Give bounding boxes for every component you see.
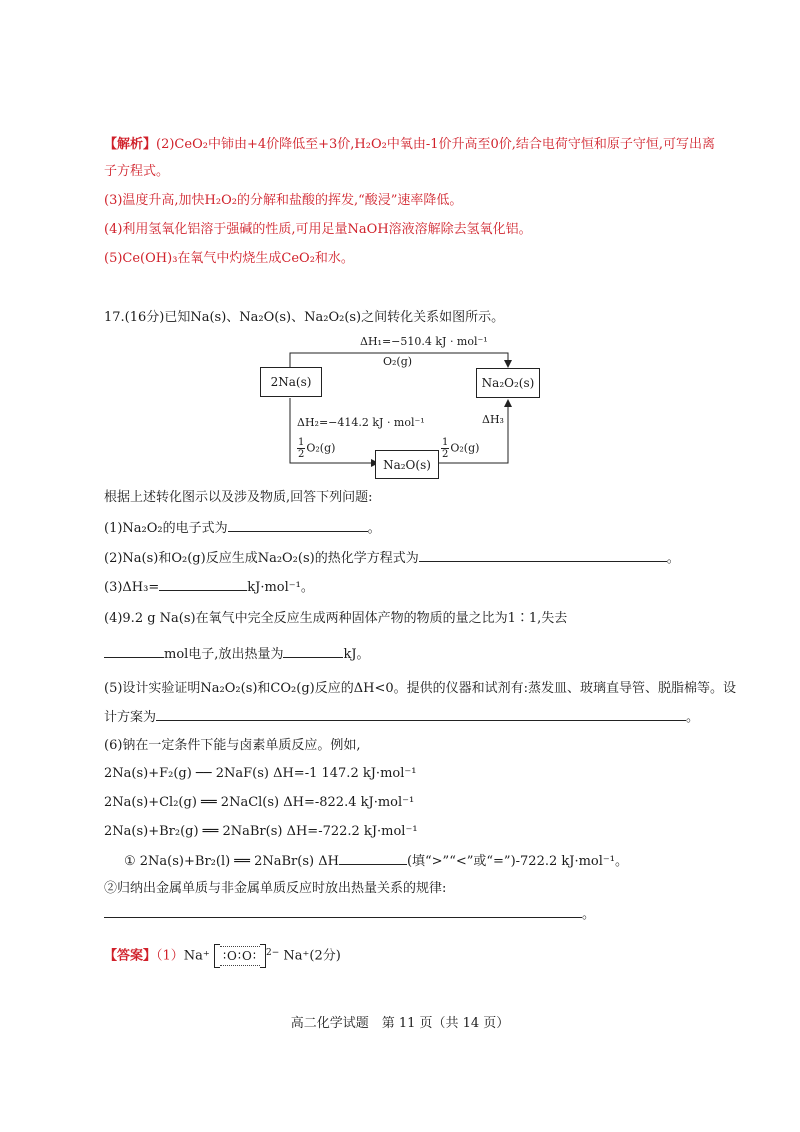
dh2-label: ΔH₂=−414.2 kJ · mol⁻¹ bbox=[297, 416, 425, 429]
part-6-sub-2-blank: 。 bbox=[104, 904, 595, 924]
question-prompt: 根据上述转化图示以及涉及物质,回答下列问题: bbox=[104, 490, 373, 505]
answer-blank-2[interactable] bbox=[419, 548, 667, 562]
right-arrow-head bbox=[504, 399, 512, 407]
analysis-tag: 【解析】 bbox=[104, 137, 157, 152]
part-2: (2)Na(s)和O₂(g)反应生成Na₂O₂(s)的热化学方程式为 。 bbox=[104, 548, 680, 568]
top-o2-label: O₂(g) bbox=[383, 355, 413, 368]
box-2na: 2Na(s) bbox=[260, 367, 322, 397]
part-1: (1)Na₂O₂的电子式为 。 bbox=[104, 518, 381, 538]
answer-blank-6a[interactable] bbox=[339, 851, 407, 865]
analysis-line-3: (3)温度升高,加快H₂O₂的分解和盐酸的挥发,“酸浸”速率降低。 bbox=[104, 193, 463, 208]
electron-formula: ∶O∶O∶ $^{2-}$ bbox=[214, 944, 279, 968]
question-17-intro: 17.(16分)已知Na(s)、Na₂O(s)、Na₂O₂(s)之间转化关系如图所示。 bbox=[104, 310, 505, 325]
page-footer: 高二化学试题 第 11 页（共 14 页） bbox=[290, 1016, 510, 1031]
part-6-sub-2: ②归纳出金属单质与非金属单质反应时放出热量关系的规律: bbox=[104, 881, 447, 896]
top-arrow-head bbox=[504, 360, 512, 368]
dh1-label: ΔH₁=−510.4 kJ · mol⁻¹ bbox=[360, 335, 488, 348]
answer-blank-6b[interactable] bbox=[104, 904, 582, 918]
analysis-line-5: (5)Ce(OH)₃在氧气中灼烧生成CeO₂和水。 bbox=[104, 251, 354, 266]
analysis-line-4: (4)利用氢氧化铝溶于强碱的性质,可用足量NaOH溶液溶解除去氢氧化铝。 bbox=[104, 222, 532, 237]
answer-line: 【答案】（1）Na⁺ ∶O∶O∶ $^{2-}$ Na⁺(2分) bbox=[104, 944, 341, 968]
answer-blank-3[interactable] bbox=[159, 577, 247, 591]
answer-blank-5[interactable] bbox=[156, 707, 686, 721]
part-4-line-1: (4)9.2 g Na(s)在氧气中完全反应生成两种固体产物的物质的量之比为1∶1,失去 bbox=[104, 611, 568, 626]
part-3: (3)ΔH₃= kJ·mol⁻¹。 bbox=[104, 577, 314, 597]
part-6-intro: (6)钠在一定条件下能与卤素单质反应。例如, bbox=[104, 738, 361, 753]
equation-nabr: 2Na(s)+Br₂(g) ══ 2NaBr(s) ΔH=-722.2 kJ·mol⁻¹ bbox=[104, 824, 418, 839]
part-6-sub-1: ① 2Na(s)+Br₂(l) ══ 2NaBr(s) ΔH (填“>”“<”或“=”)-722.2 kJ·mol⁻¹。 bbox=[124, 851, 628, 871]
half-o2-right: $\frac{1}{2}$ O₂(g) bbox=[442, 437, 480, 460]
dh3-label: ΔH₃ bbox=[482, 413, 504, 426]
box-na2o: Na₂O(s) bbox=[375, 450, 439, 479]
part-5-line-1: (5)设计实验证明Na₂O₂(s)和CO₂(g)反应的ΔH<0。提供的仪器和试剂有:蒸发皿、玻璃直导管、脱脂棉等。设 bbox=[104, 681, 736, 696]
half-o2-left: $\frac{1}{2}$ O₂(g) bbox=[298, 437, 336, 460]
analysis-line-1: 【解析】(2)CeO₂中铈由+4价降低至+3价,H₂O₂中氧由-1价升高至0价,结合电荷守恒和原子守恒,可写出离 bbox=[104, 137, 716, 152]
answer-blank-1[interactable] bbox=[228, 518, 368, 532]
answer-blank-4b[interactable] bbox=[283, 644, 343, 658]
conversion-diagram bbox=[255, 335, 545, 480]
analysis-line-2: 子方程式。 bbox=[104, 164, 170, 179]
equation-naf: 2Na(s)+F₂(g) ── 2NaF(s) ΔH=-1 147.2 kJ·mol⁻¹ bbox=[104, 766, 417, 781]
answer-blank-4a[interactable] bbox=[104, 644, 164, 658]
equation-nacl: 2Na(s)+Cl₂(g) ══ 2NaCl(s) ΔH=-822.4 kJ·mol⁻¹ bbox=[104, 795, 415, 810]
part-5-line-2: 计方案为 。 bbox=[104, 707, 699, 727]
part-4-line-2: mol电子,放出热量为 kJ。 bbox=[104, 644, 370, 664]
answer-tag: 【答案】 bbox=[104, 948, 157, 964]
box-na2o2: Na₂O₂(s) bbox=[476, 368, 540, 398]
